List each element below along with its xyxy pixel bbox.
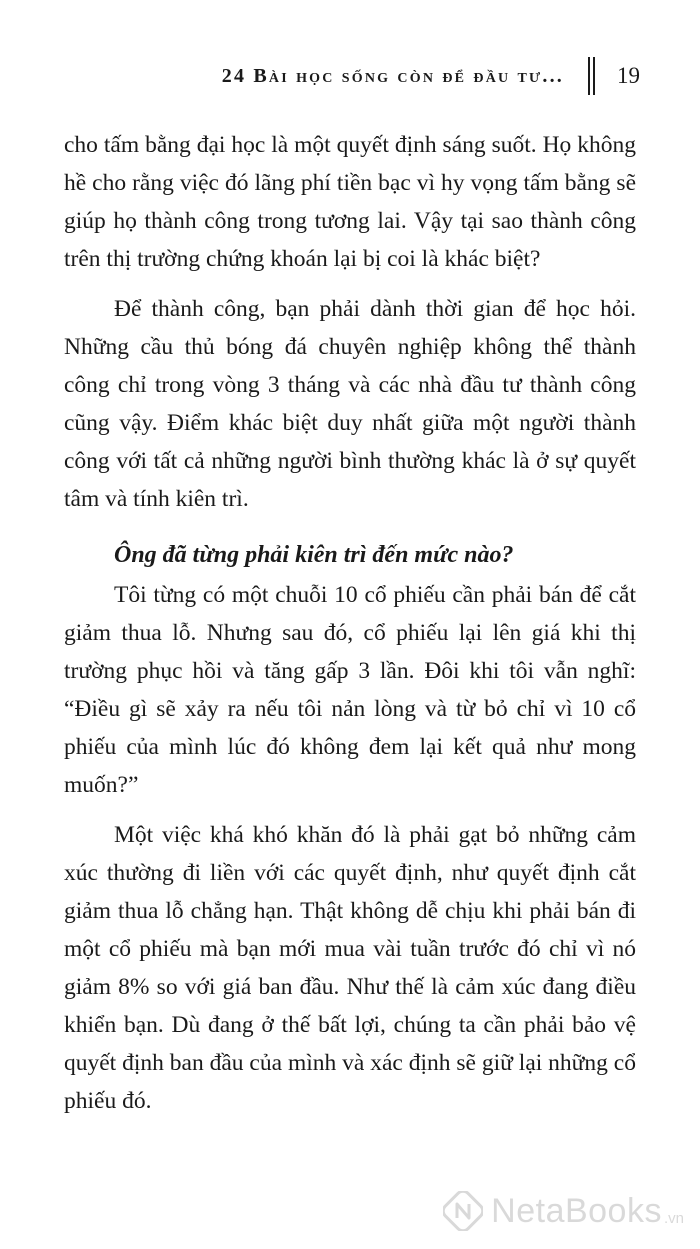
paragraph-continued: cho tấm bằng đại học là một quyết định sáng suốt. Họ không hề cho rằng việc đó lãng phí tiền bạc vì hy vọng tấm bằng sẽ giúp họ thành công trong tương lai. Vậy tại sao thành công trên thị trường chứng khoán lại bị coi là khác biệt? — [64, 132, 636, 272]
running-head — [120, 56, 640, 96]
running-head-title: 24 Bài học sống còn để đầu tư... — [221, 64, 564, 87]
netabooks-logo-icon — [443, 1191, 483, 1231]
page-body — [64, 126, 636, 1120]
paragraph: Tôi từng có một chuỗi 10 cổ phiếu cần phải bán để cắt giảm thua lỗ. Nhưng sau đó, cổ phiếu lại lên giá khi thị trường phục hồi và tăng gấp 3 lần. Đôi khi tôi vẫn nghĩ: “Điều gì sẽ xảy ra nếu tôi nản lòng và từ bỏ chỉ vì 10 cổ phiếu của mình lúc đó không đem lại kết quả như mong muốn?” — [64, 582, 636, 798]
watermark — [443, 1191, 684, 1231]
watermark-brand: NetaBooks — [491, 1191, 662, 1230]
paragraph: Một việc khá khó khăn đó là phải gạt bỏ những cảm xúc thường đi liền với các quyết định, như quyết định cắt giảm thua lỗ chẳng hạn. Thật không dễ chịu khi phải bán đi một cổ phiếu mà bạn mới mua vài tuần trước đó chỉ vì nó giảm 8% so với giá ban đầu. Như thế là cảm xúc đang điều khiển bạn. Dù đang ở thế bất lợi, chúng ta cần phải bảo vệ quyết định ban đầu của mình và xác định sẽ giữ lại những cổ phiếu đó. — [64, 822, 636, 1114]
section-question-heading: Ông đã từng phải kiên trì đến mức nào? — [114, 542, 514, 568]
paragraph: Để thành công, bạn phải dành thời gian để học hỏi. Những cầu thủ bóng đá chuyên nghiệp không thể thành công chỉ trong vòng 3 tháng và các nhà đầu tư thành công cũng vậy. Điểm khác biệt duy nhất giữa một người thành công với tất cả những người bình thường khác là ở sự quyết tâm và tính kiên trì. — [64, 296, 636, 512]
watermark-tld: .vn — [663, 1210, 684, 1227]
page-number: 19 — [617, 63, 640, 88]
running-head-divider — [588, 57, 595, 95]
